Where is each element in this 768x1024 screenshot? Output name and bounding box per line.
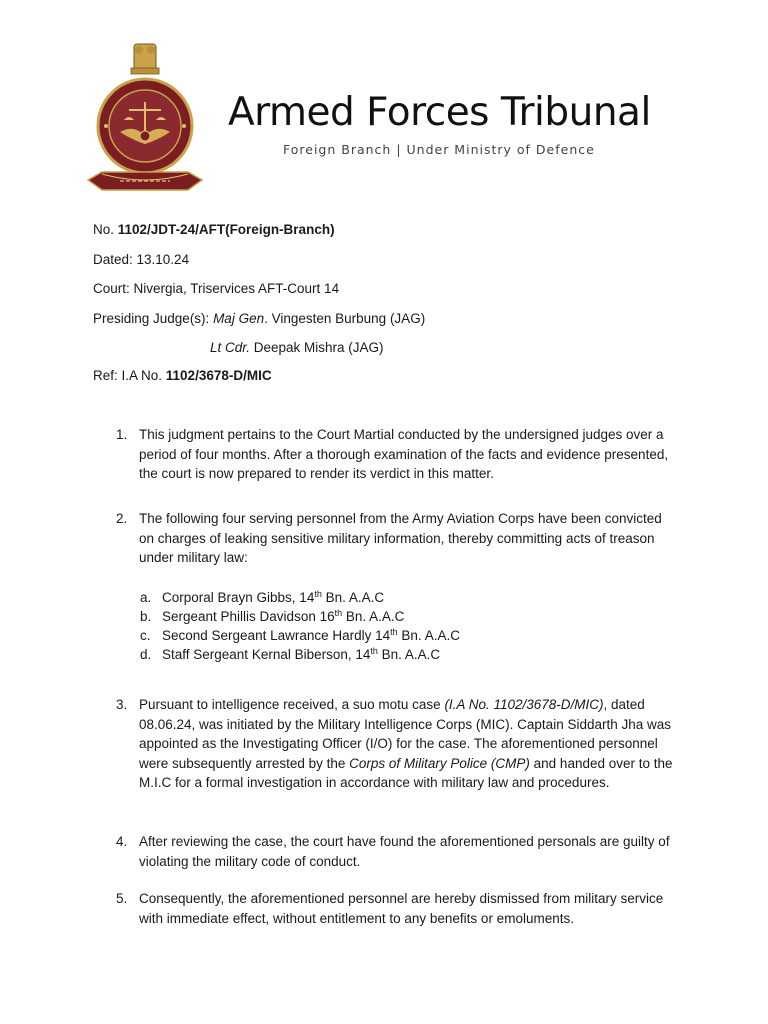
page-title: Armed Forces Tribunal [228,90,651,135]
list-item: b. Sergeant Phillis Davidson 16th Bn. A.A.C [140,608,405,624]
presiding-judges: Presiding Judge(s): Maj Gen. Vingesten Burbung (JAG) [93,311,426,326]
list-item: d. Staff Sergeant Kernal Biberson, 14th Bn. A.A.C [140,646,441,662]
paragraph-4: 4. After reviewing the case, the court have found the aforementioned personals are guilty of violating the military code of conduct. [116,834,670,869]
paragraph-1: 1. This judgment pertains to the Court Martial conducted by the undersigned judges over a period of four months. After a thorough examination of the facts and evidence presented, the court is now prepared to render its verdict in this matter. [116,427,669,481]
paragraph-5: 5. Consequently, the aforementioned personnel are hereby dismissed from military service with immediate effect, without entitlement to any benefits or emoluments. [116,891,664,926]
list-item: c. Second Sergeant Lawrance Hardly 14th Bn. A.A.C [140,627,460,643]
list-item: a. Corporal Brayn Gibbs, 14th Bn. A.A.C [140,589,385,605]
second-judge: Lt Cdr. Deepak Mishra (JAG) [210,340,384,355]
reference-number: No. 1102/JDT-24/AFT(Foreign-Branch) [93,222,335,237]
page-subtitle: Foreign Branch | Under Ministry of Defence [283,142,595,157]
date-line: Dated: 13.10.24 [93,252,190,267]
tribunal-emblem-icon [84,40,206,204]
paragraph-2: 2. The following four serving personnel from the Army Aviation Corps have been convicted on charges of leaking sensitive military information, thereby committing acts of treason under military law: [116,511,662,565]
court-line: Court: Nivergia, Triservices AFT-Court 14 [93,281,340,296]
paragraph-3: 3. Pursuant to intelligence received, a suo motu case (I.A No. 1102/3678-D/MIC), dated 08.06.24, was initiated by the Military Intelligence Corps (MIC). Captain Siddarth Jha was appointed as the Investigating Officer (I/O) for the case. The aforementioned personnel were subsequently arrested by the Corps of Military Police (CMP) and handed over to the M.I.C for a formal investigation in accordance with military law and procedures. [116,697,673,790]
ref-case-line: Ref: I.A No. 1102/3678-D/MIC [93,368,272,383]
